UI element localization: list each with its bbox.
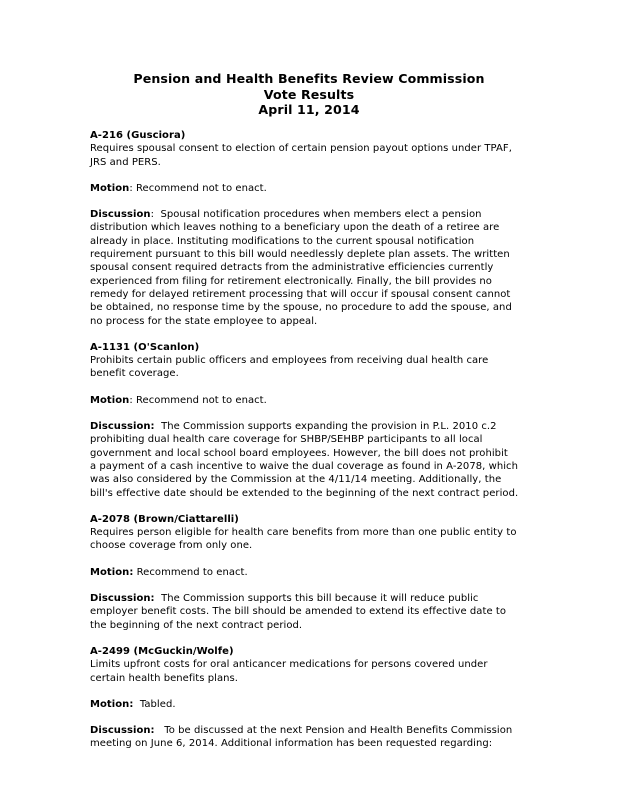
discussion-text: Spousal notification procedures when members elect a pension [153,209,482,221]
motion-label: Motion [90,182,130,194]
bill-motion [90,698,530,711]
discussion-line [90,592,530,605]
bill-id: A-2078 (Brown/Ciattarelli) [90,513,239,525]
document-date: April 11, 2014 [258,102,360,117]
discussion-line: prohibiting dual health care coverage for SHBP/SEHBP participants to all local [90,434,483,446]
bill-id: A-216 (Gusciora) [90,130,186,141]
discussion-text: The Commission supports this bill because it will reduce public [154,593,479,605]
discussion-line: the beginning of the next contract period. [90,619,303,631]
discussion-separator: : [150,209,154,221]
bill-description [90,526,530,553]
description-line: choose coverage from only one. [90,540,253,552]
discussion-line: bill's effective date should be extended to the beginning of the next contract period. [90,487,519,499]
motion-label: Motion [90,394,130,406]
document-body [90,129,530,764]
discussion-label: Discussion: [90,593,155,605]
bill-discussion [90,420,530,500]
discussion-line: distribution which leaves nothing to a beneficiary upon the death of a retiree are [90,222,500,234]
discussion-line: was also considered by the Commission at the 4/11/14 meeting. Additionally, the [90,474,502,486]
bill-description [90,658,530,685]
discussion-line: no process for the state employee to appeal. [90,315,318,327]
bill-discussion [90,592,530,632]
discussion-line: experienced from filing for retirement electronically. Finally, the bill provides no [90,275,492,287]
motion-text: Recommend not to enact. [132,394,267,406]
bill-id: A-2499 (McGuckin/Wolfe) [90,645,234,657]
bill-section-a216 [90,129,530,328]
bill-description [90,354,530,381]
bill-discussion [90,724,530,751]
description-line: Requires person eligible for health care benefits from more than one public entity to [90,527,517,539]
bill-motion [90,394,530,407]
bill-id: A-1131 (O'Scanlon) [90,341,200,353]
discussion-text: To be discussed at the next Pension and Health Benefits Commission [154,725,513,737]
bill-discussion [90,208,530,328]
discussion-line: a payment of a cash incentive to waive the dual coverage as found in A-2078, which [90,460,518,472]
discussion-line [90,724,530,737]
discussion-label: Discussion: [90,421,155,433]
bill-motion [90,566,530,579]
bill-motion [90,182,530,195]
discussion-line: spousal consent required detracts from the administrative efficiencies currently [90,262,494,274]
motion-text: Tabled. [133,698,176,710]
discussion-line: remedy for delayed retirement processing that will occur if spousal consent cannot [90,288,511,300]
description-line: certain health benefits plans. [90,672,239,684]
motion-text: Recommend not to enact. [132,182,267,194]
description-line: benefit coverage. [90,368,179,380]
discussion-text: The Commission supports expanding the provision in P.L. 2010 c.2 [154,421,497,433]
bill-section-a2499 [90,645,530,751]
discussion-line: be obtained, no response time by the spouse, no procedure to add the spouse, and [90,302,512,314]
discussion-line: meeting on June 6, 2014. Additional information has been requested regarding: [90,738,493,750]
description-line: Requires spousal consent to election of certain pension payout options under TPAF, [90,143,512,155]
discussion-line [90,420,530,433]
discussion-line: government and local school board employees. However, the bill does not prohibit [90,447,508,459]
document-subtitle: Vote Results [263,86,355,102]
document-title: Pension and Health Benefits Review Commission [133,71,485,86]
discussion-label: Discussion [90,209,151,221]
discussion-label: Discussion: [90,725,155,737]
bill-section-a2078 [90,513,530,632]
motion-label: Motion: [90,698,134,710]
description-line: JRS and PERS. [90,156,161,168]
motion-separator: : [129,394,133,406]
description-line: Prohibits certain public officers and employees from receiving dual health care [90,355,489,367]
motion-label: Motion: [90,566,134,578]
description-line: Limits upfront costs for oral anticancer medications for persons covered under [90,659,488,671]
motion-text: Recommend to enact. [133,566,248,578]
document-header [0,71,618,118]
motion-separator: : [129,182,133,194]
discussion-line: requirement pursuant to this bill would needlessly deplete plan assets. The written [90,249,510,261]
bill-section-a1131 [90,341,530,500]
bill-description [90,142,530,169]
discussion-line: employer benefit costs. The bill should be amended to extend its effective date to [90,606,507,618]
discussion-line [90,208,530,221]
discussion-line: already in place. Instituting modifications to the current spousal notification [90,235,475,247]
